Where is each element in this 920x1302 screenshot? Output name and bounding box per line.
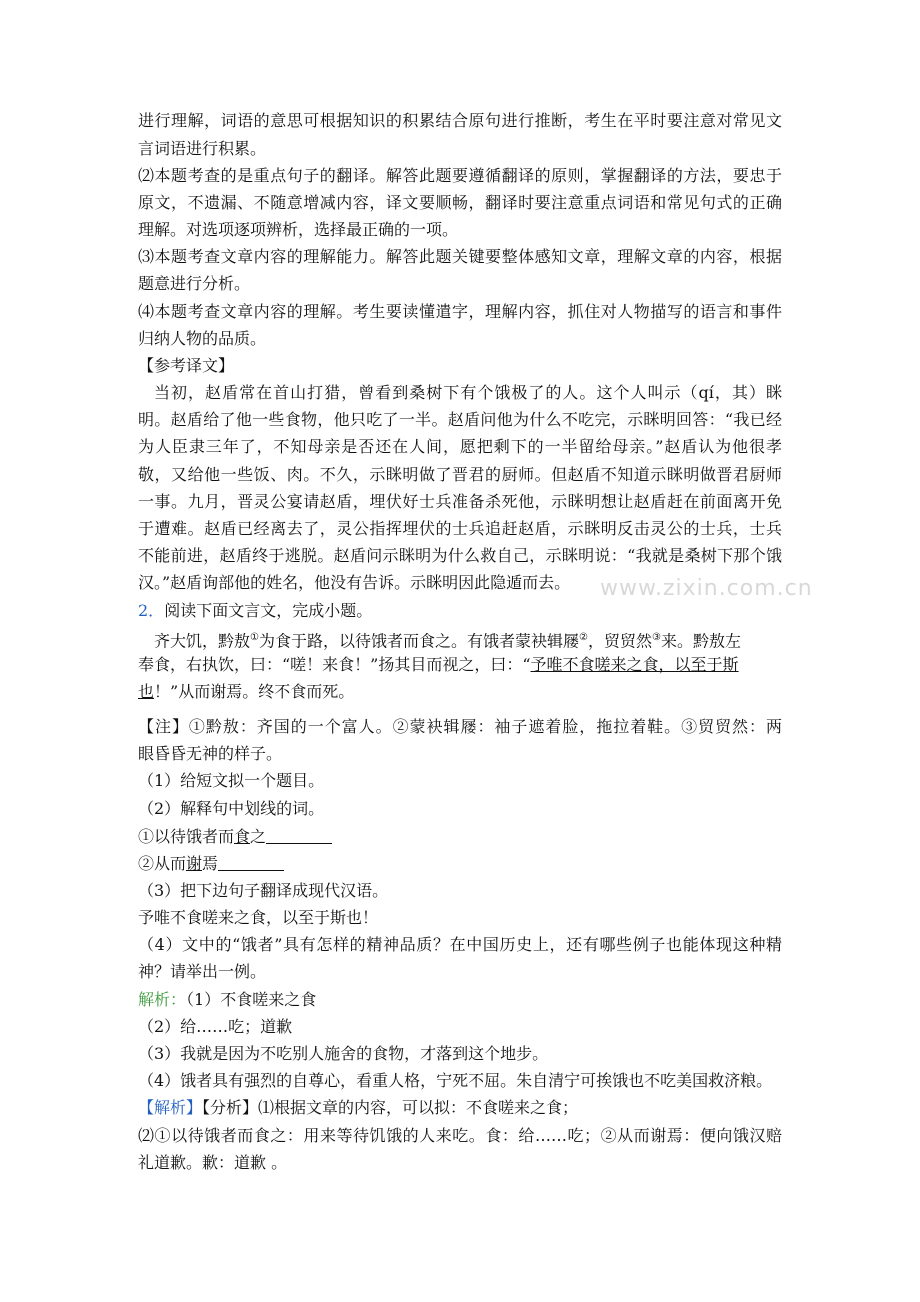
answer-line: （2）给……吃；道歉 (138, 1017, 293, 1036)
classical-text-line (138, 654, 739, 676)
text-line: ⑶本题考查文章内容的理解能力。解答此题关键要整体感知文章，理解文章的内容，根据 (138, 247, 782, 266)
note-line: 眼昏昏无神的样子。 (138, 744, 283, 763)
underlined-word: 谢 (186, 854, 203, 873)
text-span: 齐大饥，黔敖 (154, 631, 251, 651)
text-span: 奉食，右执饮，曰：“嗟！来食！”扬其目而视之，曰：“ (138, 655, 531, 674)
answer-blank[interactable] (218, 854, 284, 871)
text-line: 一事。九月，晋灵公宴请赵盾，埋伏好士兵准备杀死他，示眯明想让赵盾赶在前面离开免 (138, 492, 782, 511)
footnote-mark: ② (579, 632, 588, 643)
sub-question-item (138, 853, 284, 875)
sub-question-item (138, 826, 332, 848)
text-line: ⑵本题考查的是重点句子的翻译。解答此题要遵循翻译的原则，掌握翻译的方法，要忠于 (138, 166, 782, 185)
underlined-word: 食 (234, 827, 251, 846)
text-line: 题意进行分析。 (138, 274, 251, 293)
text-line: 敬，又给他一些饭、肉。不久，示眯明做了晋君的厨师。但赵盾不知道示眯明做晋君厨师 (138, 465, 782, 484)
answer-line: （3）我就是因为不吃别人施舍的食物，才落到这个地步。 (138, 1044, 549, 1063)
text-line: ⑷本题考查文章内容的理解。考生要读懂遣字，理解内容，抓住对人物描写的语言和事件 (138, 302, 782, 321)
text-line: 不能前进，赵盾终于逃脱。赵盾问示眯明为什么救自己，示眯明说：“我就是桑树下那个饿 (138, 546, 782, 565)
sub-question: （4）文中的“饿者”具有怎样的精神品质？在中国历史上，还有哪些例子也能体现这种精 (138, 935, 782, 954)
underlined-sentence: 予唯不食嗟来之食，以至于斯 (530, 655, 739, 674)
text-span: 为食于路，以待饿者而食之。有饿者蒙袂辑屦 (258, 631, 579, 651)
text-span: 来。黔敖左 (660, 631, 741, 651)
explanation-line (138, 1097, 578, 1119)
answer-line (138, 989, 316, 1011)
text-line: 言词语进行积累。 (138, 139, 267, 158)
note-line: 【注】①黔敖：齐国的一个富人。②蒙袂辑屦：袖子遮着脸，拖拉着鞋。③贸贸然：两 (138, 717, 782, 736)
text-line: 为人臣隶三年了，不知母亲是否还在人间，愿把剩下的一半留给母亲。”赵盾认为他很孝 (138, 437, 782, 456)
text-line: 归纳人物的品质。 (138, 329, 267, 348)
footnote-mark: ① (250, 632, 259, 643)
sub-question: （2）解释句中划线的词。 (138, 799, 325, 818)
classical-text-line (138, 681, 354, 703)
answer-label: 解析： (138, 990, 187, 1009)
sub-question: 神？请举出一例。 (138, 962, 267, 981)
question-text: 阅读下面文言文，完成小题。 (164, 601, 373, 620)
text-line: 原文，不遗漏、不随意增减内容，译文要顺畅，翻译时要注意重点词语和常见句式的正确 (138, 193, 782, 212)
text-span: 焉 (202, 854, 219, 873)
classical-text-line (154, 627, 741, 649)
text-line: 于遭难。赵盾已经离去了，灵公指挥埋伏的士兵追赶赵盾，示眯明反击灵公的士兵，士兵 (138, 519, 782, 538)
explanation-line: 礼道歉。歉：道歉 。 (138, 1153, 288, 1172)
question-number: 2． (138, 601, 165, 620)
section-heading: 【参考译文】 (138, 356, 235, 375)
watermark: www.zixin.com.cn (600, 576, 813, 601)
answer-blank[interactable] (266, 827, 332, 844)
explanation-line: ⑵①以待饿者而食之：用来等待饥饿的人来吃。食：给……吃；②从而谢焉：便向饿汉赔 (138, 1126, 782, 1145)
footnote-mark: ③ (651, 632, 661, 643)
text-span: ①以待饿者而 (138, 827, 235, 846)
question-2-heading (138, 600, 372, 622)
text-line: 明。赵盾给了他一些食物，他只吃了一半。赵盾问他为什么不吃完，示眯明回答：“我已经 (138, 410, 782, 429)
sub-question: （3）把下边句子翻译成现代汉语。 (138, 881, 389, 900)
text-line: 进行理解，词语的意思可根据知识的积累结合原句进行推断，考生在平时要注意对常见文 (138, 111, 782, 130)
underlined-sentence: 也 (138, 682, 155, 701)
text-line: 当初，赵盾常在首山打猎，曾看到桑树下有个饿极了的人。这个人叫示（qí，其）眯 (154, 383, 782, 402)
text-span: ！”从而谢焉。终不食而死。 (154, 682, 355, 701)
text-span: （1）不食嗟来之食 (186, 990, 317, 1009)
explain-label: 【解析】 (138, 1098, 203, 1117)
answer-line: （4）饿者具有强烈的自尊心，看重人格，宁死不屈。朱自清宁可挨饿也不吃美国救济粮。 (138, 1071, 773, 1090)
sentence-to-translate: 予唯不食嗟来之食，以至于斯也！ (138, 908, 379, 927)
text-span: ②从而 (138, 854, 187, 873)
text-span: 【分析】⑴根据文章的内容，可以拟：不食嗟来之食； (202, 1098, 579, 1117)
text-line: 汉。”赵盾询部他的姓名，他没有告诉。示眯明因此隐遁而去。 (138, 573, 571, 592)
sub-question: （1）给短文拟一个题目。 (138, 771, 325, 790)
text-span: 之 (250, 827, 267, 846)
text-span: ，贸贸然 (587, 631, 652, 651)
text-line: 理解。对选项逐项辨析，选择最正确的一项。 (138, 220, 459, 239)
